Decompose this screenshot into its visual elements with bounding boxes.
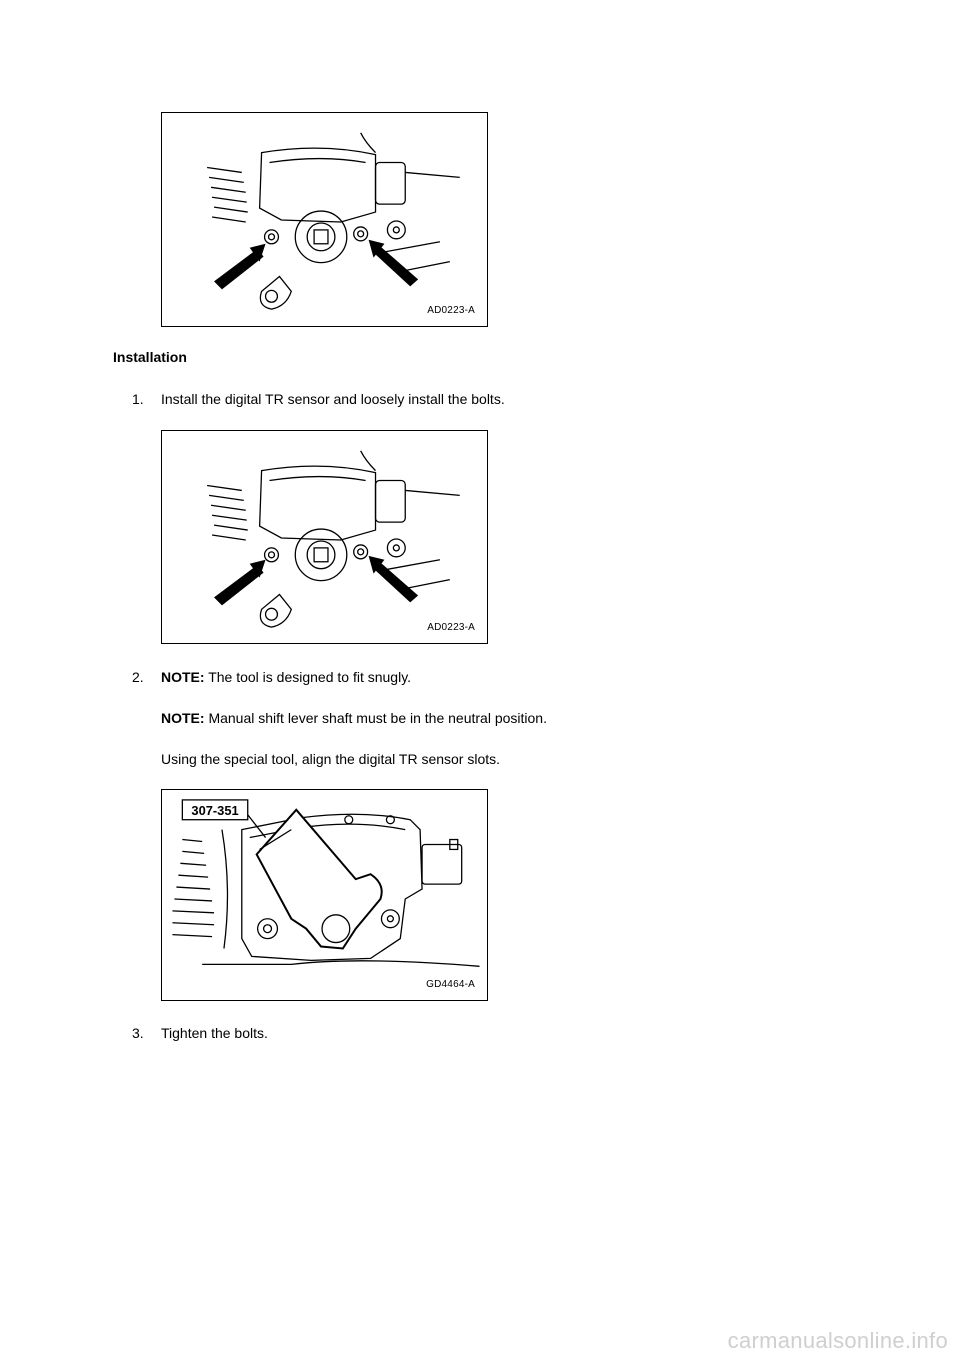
step-1-number: 1. xyxy=(132,391,144,407)
step-1-text: Install the digital TR sensor and loosely install the bolts. xyxy=(161,391,505,407)
step-3-text: Tighten the bolts. xyxy=(161,1025,268,1041)
note-text: Manual shift lever shaft must be in the neutral position. xyxy=(204,710,547,726)
step-3-number: 3. xyxy=(132,1025,144,1041)
step-2-number: 2. xyxy=(132,669,144,685)
note-label: NOTE: xyxy=(161,710,205,726)
figure-code: GD4464-A xyxy=(426,979,475,990)
sensor-illustration xyxy=(162,113,487,326)
step-2-note-2 xyxy=(161,710,547,727)
sensor-illustration xyxy=(162,431,487,643)
step-2-note-1 xyxy=(161,669,411,686)
figure-special-tool xyxy=(161,789,488,1001)
tool-illustration xyxy=(162,790,487,1000)
step-2-text: Using the special tool, align the digital TR sensor slots. xyxy=(161,751,501,767)
note-text: The tool is designed to fit snugly. xyxy=(204,669,412,685)
figure-sensor-install xyxy=(161,430,488,644)
section-heading: Installation xyxy=(113,349,187,365)
tool-label: 307-351 xyxy=(191,802,239,818)
note-label: NOTE: xyxy=(161,669,205,685)
figure-code: AD0223-A xyxy=(427,305,475,316)
figure-sensor-removal xyxy=(161,112,488,327)
watermark: carmanualsonline.info xyxy=(727,1328,948,1353)
figure-code: AD0223-A xyxy=(427,622,475,633)
